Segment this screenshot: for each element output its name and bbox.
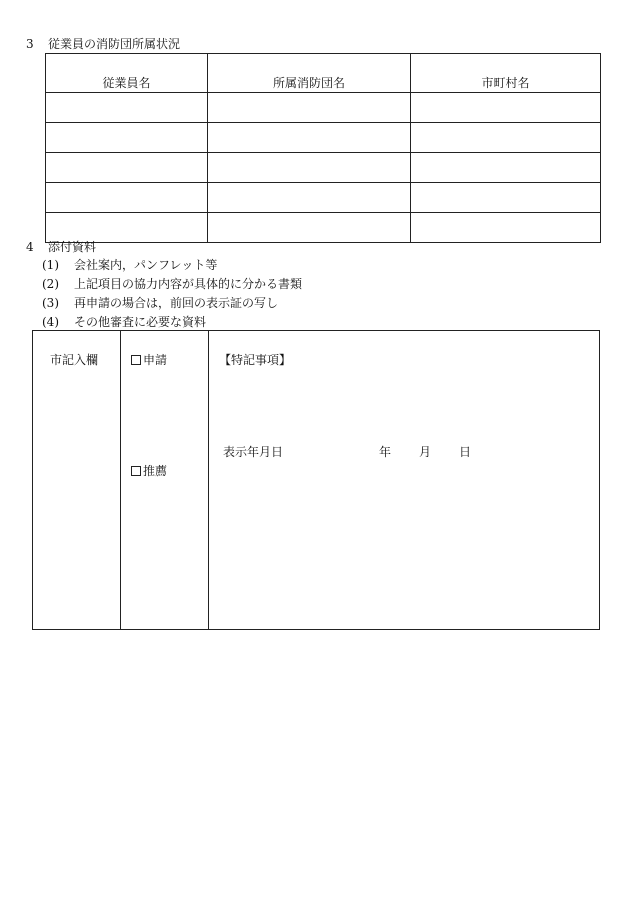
list-item-text: 上記項目の協力内容が具体的に分かる書類	[74, 277, 303, 291]
column-divider	[208, 331, 209, 629]
apply-option[interactable]	[131, 353, 167, 367]
cell-employee-name[interactable]	[46, 93, 208, 123]
cell-employee-name[interactable]	[46, 213, 208, 243]
apply-checkbox[interactable]	[131, 355, 141, 365]
list-item-text: 再申請の場合は，前回の表示証の写し	[74, 296, 279, 310]
apply-label: 申請	[143, 353, 168, 367]
remarks-label: 【特記事項】	[219, 353, 292, 367]
column-header-municipality-name: 市町村名	[411, 54, 601, 93]
recommend-label: 推薦	[143, 464, 168, 478]
cell-fire-brigade-name[interactable]	[208, 123, 411, 153]
section-3-number: 3	[26, 37, 34, 51]
city-entry-label: 市記入欄	[50, 353, 99, 367]
table-header-row	[46, 54, 601, 93]
recommend-checkbox[interactable]	[131, 466, 141, 476]
list-item	[42, 296, 302, 315]
cell-fire-brigade-name[interactable]	[208, 213, 411, 243]
table-row	[46, 93, 601, 123]
cell-municipality-name[interactable]	[411, 93, 601, 123]
list-item-text: 会社案内，パンフレット等	[74, 258, 218, 272]
section-4-heading	[26, 240, 96, 254]
cell-employee-name[interactable]	[46, 183, 208, 213]
day-label: 日	[459, 445, 472, 459]
cell-employee-name[interactable]	[46, 153, 208, 183]
cell-municipality-name[interactable]	[411, 153, 601, 183]
cell-municipality-name[interactable]	[411, 183, 601, 213]
year-label: 年	[379, 445, 392, 459]
cell-fire-brigade-name[interactable]	[208, 153, 411, 183]
cell-employee-name[interactable]	[46, 123, 208, 153]
section-3-heading	[26, 37, 180, 51]
display-date-label: 表示年月日	[223, 445, 284, 459]
city-entry-box	[32, 330, 600, 630]
employee-fire-brigade-table	[45, 53, 601, 243]
cell-municipality-name[interactable]	[411, 213, 601, 243]
table-row	[46, 213, 601, 243]
table-row	[46, 123, 601, 153]
section-4-number: 4	[26, 240, 34, 254]
list-item-number: (3)	[42, 296, 59, 310]
list-item	[42, 258, 302, 277]
cell-fire-brigade-name[interactable]	[208, 183, 411, 213]
cell-municipality-name[interactable]	[411, 123, 601, 153]
list-item-number: (1)	[42, 258, 59, 272]
table-row	[46, 153, 601, 183]
attachment-list	[42, 258, 302, 334]
section-3-title: 従業員の消防団所属状況	[48, 37, 181, 51]
cell-fire-brigade-name[interactable]	[208, 93, 411, 123]
column-divider	[120, 331, 121, 629]
list-item-text: その他審査に必要な資料	[74, 315, 207, 329]
recommend-option[interactable]	[131, 464, 167, 478]
list-item-number: (2)	[42, 277, 59, 291]
list-item	[42, 277, 302, 296]
month-label: 月	[419, 445, 432, 459]
list-item-number: (4)	[42, 315, 59, 329]
column-header-fire-brigade-name: 所属消防団名	[208, 54, 411, 93]
column-header-employee-name: 従業員名	[46, 54, 208, 93]
section-4-title: 添付資料	[48, 240, 97, 254]
table-row	[46, 183, 601, 213]
